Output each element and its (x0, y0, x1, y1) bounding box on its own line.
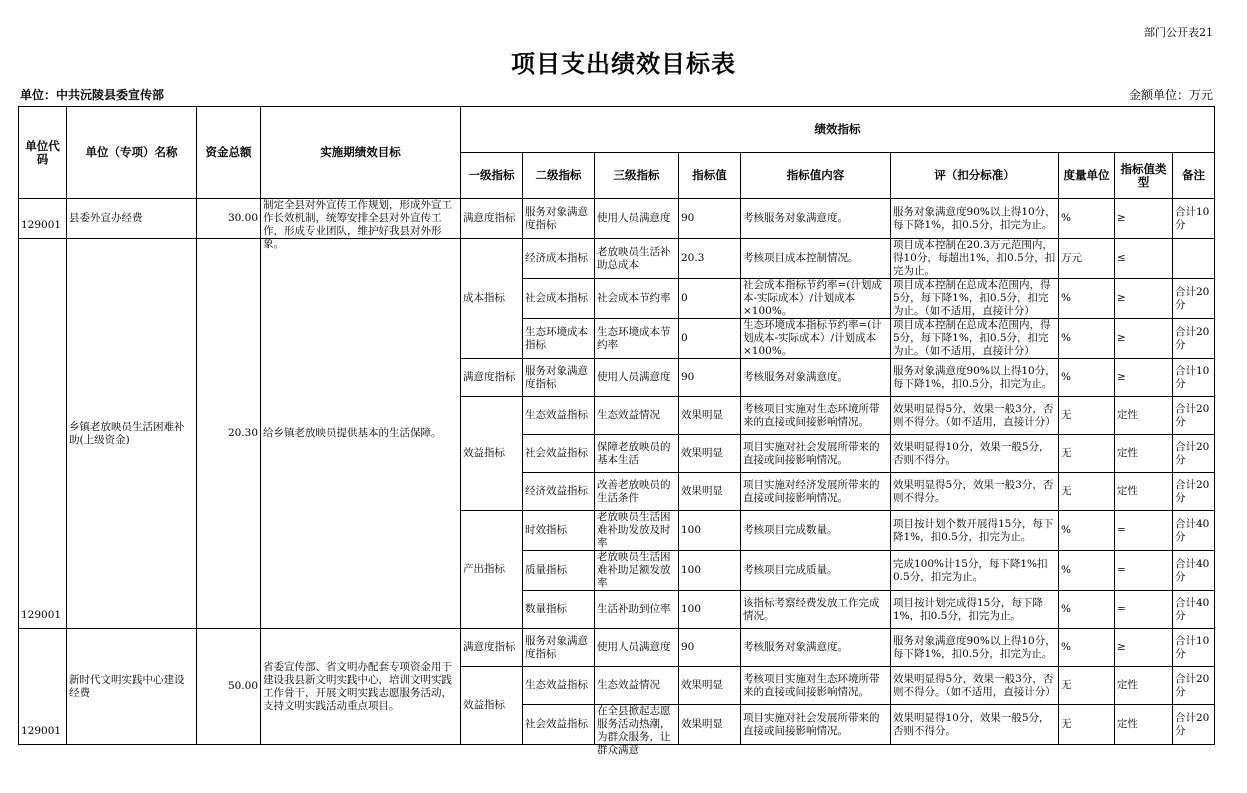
cell-value-type (1115, 591, 1173, 629)
cell-content (741, 473, 891, 511)
cell-level1-text: 满意度指标 (463, 641, 516, 653)
cell-period-goal (261, 199, 461, 250)
cell-content (741, 239, 891, 279)
cell-remark-text: 合计20分 (1175, 672, 1210, 698)
header-scoring: 评（扣分标准） (891, 153, 1059, 199)
cell-level2-text: 生态环境成本指标 (525, 325, 588, 351)
cell-level3-text: 社会成本节约率 (597, 292, 671, 304)
amount-unit-label: 金额单位：万元 (1128, 88, 1213, 102)
cell-value-type (1115, 705, 1173, 745)
cell-content (741, 551, 891, 591)
cell-remark (1173, 629, 1215, 667)
performance-table (18, 106, 1215, 756)
cell-unit (1059, 239, 1115, 279)
cell-scoring-text: 项目成本控制在总成本范围内，得5分，每下降1%，扣0.5分，扣完为止。（如不适用，直接计分） (893, 279, 1051, 317)
cell-scoring (891, 199, 1059, 239)
cell-value-text: 100 (681, 564, 702, 576)
cell-level1 (461, 239, 523, 359)
cell-level1 (461, 359, 523, 397)
cell-value-type-text: ≥ (1117, 332, 1126, 344)
cell-fund-total-text: 30.00 (227, 212, 258, 224)
cell-level3 (595, 279, 679, 319)
cell-level3-text: 老放映员生活困难补助发放及时率 (597, 511, 671, 549)
cell-unit (1059, 511, 1115, 551)
cell-value-type-text: ≤ (1117, 252, 1126, 264)
cell-value-type (1115, 435, 1173, 473)
cell-unit (1059, 591, 1115, 629)
cell-unit (1059, 705, 1115, 745)
cell-level3-text: 生态环境成本节约率 (597, 325, 671, 351)
cell-unit (1059, 199, 1115, 239)
cell-content-text: 项目实施对经济发展所带来的直接或间接影响情况。 (743, 478, 880, 504)
header-fund-total: 资金总额 (197, 107, 261, 199)
cell-remark (1173, 705, 1215, 745)
organization-label: 单位：中共沅陵县委宣传部 (20, 88, 165, 102)
cell-level2 (523, 629, 595, 667)
cell-level3 (595, 551, 679, 591)
header-content: 指标值内容 (741, 153, 891, 199)
cell-level2-text: 生态效益指标 (525, 409, 588, 421)
header-value: 指标值 (679, 153, 741, 199)
cell-unit-name-text: 县委外宣办经费 (69, 212, 143, 224)
cell-level1 (461, 629, 523, 667)
cell-level3 (595, 591, 679, 629)
cell-content-text: 考核项目完成质量。 (743, 564, 838, 576)
cell-content-text: 考核服务对象满意度。 (743, 212, 848, 224)
header-level2: 二级指标 (523, 153, 595, 199)
cell-level2 (523, 667, 595, 705)
cell-unit-text: % (1061, 603, 1071, 615)
cell-scoring-text: 服务对象满意度90%以上得10分，每下降1%，扣0.5分，扣完为止。 (893, 364, 1056, 390)
cell-value-type-text: ≥ (1117, 212, 1126, 224)
cell-level2 (523, 319, 595, 359)
cell-unit-code (19, 629, 67, 745)
cell-unit-name-text: 新时代文明实践中心建设经费 (69, 673, 185, 699)
cell-level3-text: 改善老放映员的生活条件 (597, 478, 671, 504)
cell-value-text: 效果明显 (681, 718, 723, 730)
cell-fund-total-text: 20.30 (227, 427, 258, 439)
cell-scoring-text: 项目成本控制在20.3万元范围内，得10分，每超出1%，扣0.5分，扣完为止。 (893, 239, 1056, 277)
cell-fund-total-text: 50.00 (227, 680, 258, 692)
cell-value-type (1115, 667, 1173, 705)
cell-value-type-text: = (1117, 524, 1126, 536)
cell-scoring (891, 435, 1059, 473)
cell-value-text: 效果明显 (681, 447, 723, 459)
cell-remark (1173, 319, 1215, 359)
cell-value-text: 效果明显 (681, 485, 723, 497)
cell-value-text: 0 (681, 332, 688, 344)
cell-value-type (1115, 551, 1173, 591)
cell-remark-text: 合计20分 (1175, 325, 1210, 351)
cell-level2-text: 经济效益指标 (525, 485, 588, 497)
cell-level3 (595, 705, 679, 756)
cell-scoring-text: 效果明显得10分，效果一般5分，否则不得分。 (893, 440, 1050, 466)
cell-level2 (523, 239, 595, 279)
cell-level3 (595, 511, 679, 551)
cell-level3-text: 使用人员满意度 (597, 641, 671, 653)
cell-value-type-text: = (1117, 603, 1126, 615)
cell-level1 (461, 511, 523, 629)
cell-content-text: 考核服务对象满意度。 (743, 641, 848, 653)
cell-value-type (1115, 473, 1173, 511)
cell-period-goal (261, 629, 461, 745)
cell-value (679, 667, 741, 705)
cell-value (679, 705, 741, 745)
cell-value-text: 100 (681, 524, 702, 536)
cell-value (679, 359, 741, 397)
cell-unit (1059, 473, 1115, 511)
header-perf-indicators: 绩效指标 (461, 107, 1215, 153)
cell-value-type-text: 定性 (1117, 485, 1138, 497)
cell-level3 (595, 199, 679, 239)
cell-level3-text: 使用人员满意度 (597, 212, 671, 224)
cell-value-type (1115, 199, 1173, 239)
cell-value-type-text: 定性 (1117, 447, 1138, 459)
cell-unit-code-text: 129001 (21, 609, 62, 621)
cell-value-type (1115, 511, 1173, 551)
cell-unit (1059, 629, 1115, 667)
cell-level3-text: 在全县掀起志愿服务活动热潮，为群众服务，让群众满意 (597, 705, 671, 756)
cell-remark (1173, 359, 1215, 397)
cell-level3-text: 生活补助到位率 (597, 603, 671, 615)
cell-level1-text: 效益指标 (463, 699, 505, 711)
cell-content-text: 该指标考察经费发放工作完成情况。 (743, 596, 880, 622)
cell-remark (1173, 279, 1215, 319)
cell-level2 (523, 359, 595, 397)
cell-level2-text: 服务对象满意度指标 (525, 364, 588, 390)
cell-content (741, 511, 891, 551)
cell-value (679, 435, 741, 473)
cell-value (679, 239, 741, 279)
cell-level3 (595, 397, 679, 435)
cell-level3 (595, 629, 679, 667)
cell-unit-text: % (1061, 641, 1071, 653)
cell-fund-total (197, 239, 261, 629)
cell-scoring-text: 效果明显得5分，效果一般3分，否则不得分。 (893, 478, 1054, 504)
cell-period-goal (261, 239, 461, 629)
cell-value-type (1115, 319, 1173, 359)
cell-scoring-text: 效果明显得5分，效果一般3分，否则不得分。（如不适用，直接计分） (893, 672, 1056, 698)
cell-remark (1173, 397, 1215, 435)
cell-value-type (1115, 397, 1173, 435)
cell-remark (1173, 667, 1215, 705)
cell-scoring-text: 项目成本控制在总成本范围内，得5分，每下降1%，扣0.5分，扣完为止。（如不适用，直接计分） (893, 319, 1051, 357)
cell-scoring (891, 319, 1059, 359)
cell-value-text: 效果明显 (681, 679, 723, 691)
cell-unit (1059, 667, 1115, 705)
cell-fund-total (197, 629, 261, 745)
table-number-label: 部门公开表21 (1144, 26, 1213, 39)
cell-level2-text: 生态效益指标 (525, 679, 588, 691)
cell-unit (1059, 279, 1115, 319)
cell-value (679, 629, 741, 667)
cell-level2-text: 服务对象满意度指标 (525, 634, 588, 660)
cell-remark-text: 合计20分 (1175, 440, 1210, 466)
cell-level3 (595, 359, 679, 397)
cell-unit (1059, 435, 1115, 473)
cell-scoring-text: 服务对象满意度90%以上得10分，每下降1%，扣0.5分，扣完为止。 (893, 205, 1056, 231)
cell-value-type-text: ≥ (1117, 371, 1126, 383)
cell-remark-text: 合计10分 (1175, 634, 1210, 660)
cell-value (679, 551, 741, 591)
cell-remark-text: 合计10分 (1175, 364, 1210, 390)
cell-unit-text: % (1061, 292, 1071, 304)
cell-level3-text: 保障老放映员的基本生活 (597, 440, 671, 466)
cell-value (679, 199, 741, 239)
cell-value-text: 90 (681, 641, 695, 653)
header-period-goal: 实施期绩效目标 (261, 107, 461, 199)
cell-level2-text: 经济成本指标 (525, 252, 588, 264)
header-level1: 一级指标 (461, 153, 523, 199)
cell-content (741, 319, 891, 359)
cell-value (679, 591, 741, 629)
cell-value (679, 473, 741, 511)
cell-level3-text: 老放映员生活补助总成本 (597, 245, 671, 271)
cell-unit-text: % (1061, 564, 1071, 576)
cell-value (679, 397, 741, 435)
cell-remark-text: 合计40分 (1175, 596, 1210, 622)
cell-level2 (523, 199, 595, 239)
cell-value (679, 319, 741, 359)
cell-scoring (891, 511, 1059, 551)
table-row (19, 239, 1215, 279)
cell-level1-text: 满意度指标 (463, 371, 516, 383)
cell-unit-name (67, 629, 197, 745)
cell-content (741, 435, 891, 473)
cell-level2 (523, 397, 595, 435)
cell-content-text: 项目实施对社会发展所带来的直接或间接影响情况。 (743, 440, 880, 466)
cell-remark (1173, 511, 1215, 551)
cell-level2-text: 数量指标 (525, 603, 567, 615)
cell-remark (1173, 435, 1215, 473)
cell-remark-text: 合计20分 (1175, 711, 1210, 737)
cell-value-type (1115, 359, 1173, 397)
cell-unit (1059, 397, 1115, 435)
cell-unit-text: 无 (1061, 447, 1072, 459)
cell-level2 (523, 705, 595, 745)
cell-remark-text: 合计10分 (1175, 205, 1210, 231)
cell-period-goal-text: 省委宣传部、省文明办配套专项资金用于建设我县新文明实践中心，培训文明实践工作骨干，开展文明实践志愿服务活动，支持文明实践活动重点项目。 (263, 660, 452, 712)
cell-value-text: 0 (681, 292, 688, 304)
cell-content (741, 199, 891, 239)
cell-level2 (523, 591, 595, 629)
cell-remark (1173, 551, 1215, 591)
page-title: 项目支出绩效目标表 (511, 49, 736, 78)
cell-value-type-text: 定性 (1117, 409, 1138, 421)
cell-content-text: 项目实施对社会发展所带来的直接或间接影响情况。 (743, 711, 880, 737)
cell-content-text: 考核服务对象满意度。 (743, 371, 848, 383)
cell-fund-total (197, 199, 261, 239)
cell-level1-text: 满意度指标 (463, 212, 516, 224)
header-unit-name: 单位（专项）名称 (67, 107, 197, 199)
cell-unit-text: 万元 (1061, 252, 1082, 264)
cell-level2-text: 社会效益指标 (525, 447, 588, 459)
cell-scoring (891, 591, 1059, 629)
cell-level1 (461, 397, 523, 511)
cell-unit-name (67, 239, 197, 629)
cell-scoring (891, 397, 1059, 435)
cell-unit-text: % (1061, 332, 1071, 344)
cell-unit-code-text: 129001 (21, 725, 62, 737)
cell-content-text: 考核项目成本控制情况。 (743, 252, 859, 264)
cell-level1-text: 成本指标 (463, 292, 505, 304)
cell-level3-text: 生态效益情况 (597, 679, 660, 691)
cell-level3 (595, 473, 679, 511)
cell-content (741, 397, 891, 435)
cell-unit-text: 无 (1061, 718, 1072, 730)
cell-remark-text: 合计20分 (1175, 285, 1210, 311)
cell-content-text: 生态环境成本指标节约率=(计划成本-实际成本）/计划成本×100%。 (743, 319, 882, 357)
cell-level1-text: 效益指标 (463, 447, 505, 459)
cell-content (741, 359, 891, 397)
cell-level2 (523, 279, 595, 319)
cell-scoring-text: 效果明显得5分，效果一般3分，否则不得分。（如不适用，直接计分） (893, 402, 1056, 428)
cell-level2-text: 质量指标 (525, 564, 567, 576)
cell-unit-text: % (1061, 524, 1071, 536)
cell-content (741, 705, 891, 745)
cell-unit (1059, 551, 1115, 591)
table-row (19, 199, 1215, 239)
cell-unit-text: % (1061, 371, 1071, 383)
cell-value-type-text: 定性 (1117, 679, 1138, 691)
cell-remark-text: 合计20分 (1175, 478, 1210, 504)
cell-scoring-text: 项目按计划个数开展得15分，每下降1%，扣0.5分，扣完为止。 (893, 517, 1054, 543)
cell-scoring (891, 667, 1059, 705)
cell-level1 (461, 199, 523, 239)
header-level3: 三级指标 (595, 153, 679, 199)
cell-content (741, 591, 891, 629)
cell-scoring-text: 服务对象满意度90%以上得10分，每下降1%，扣0.5分，扣完为止。 (893, 634, 1056, 660)
cell-value (679, 511, 741, 551)
cell-unit-name (67, 199, 197, 239)
cell-content-text: 考核项目实施对生态环境所带来的直接或间接影响情况。 (743, 672, 880, 698)
cell-remark (1173, 591, 1215, 629)
cell-value-type-text: = (1117, 564, 1126, 576)
table-row (19, 629, 1215, 667)
cell-unit-text: 无 (1061, 679, 1072, 691)
cell-level2 (523, 551, 595, 591)
cell-scoring-text: 效果明显得10分，效果一般5分，否则不得分。 (893, 711, 1050, 737)
cell-level3 (595, 319, 679, 359)
cell-level1-text: 产出指标 (463, 563, 505, 575)
cell-remark-text: 合计40分 (1175, 557, 1210, 583)
cell-content (741, 667, 891, 705)
cell-content-text: 社会成本指标节约率=(计划成本-实际成本）/计划成本×100%。 (743, 279, 882, 317)
cell-unit-name-text: 乡镇老放映员生活困难补助(上级资金) (69, 420, 185, 446)
cell-content (741, 629, 891, 667)
cell-value-text: 100 (681, 603, 702, 615)
cell-scoring (891, 629, 1059, 667)
cell-level2 (523, 435, 595, 473)
cell-value-type (1115, 279, 1173, 319)
cell-unit-code-text: 129001 (21, 219, 62, 231)
cell-remark-text: 合计40分 (1175, 517, 1210, 543)
cell-level1 (461, 667, 523, 745)
cell-value-text: 90 (681, 212, 695, 224)
cell-value-text: 效果明显 (681, 409, 723, 421)
cell-level2 (523, 473, 595, 511)
cell-value-type-text: ≥ (1117, 641, 1126, 653)
cell-level3-text: 生态效益情况 (597, 409, 660, 421)
cell-period-goal-text: 制定全县对外宣传工作规划，形成外宣工作长效机制，统筹安排全县对外宣传工作，形成专业团队，维护好我县对外形象。 (263, 199, 452, 250)
cell-level3-text: 使用人员满意度 (597, 371, 671, 383)
cell-level2-text: 社会成本指标 (525, 292, 588, 304)
cell-scoring (891, 551, 1059, 591)
cell-level2 (523, 511, 595, 551)
cell-scoring (891, 705, 1059, 745)
cell-unit-text: % (1061, 212, 1071, 224)
cell-period-goal-text: 给乡镇老放映员提供基本的生活保障。 (263, 427, 442, 439)
cell-unit-text: 无 (1061, 485, 1072, 497)
cell-scoring (891, 473, 1059, 511)
cell-content (741, 279, 891, 319)
cell-level3 (595, 239, 679, 279)
cell-value (679, 279, 741, 319)
cell-value-type (1115, 629, 1173, 667)
cell-level2-text: 时效指标 (525, 524, 567, 536)
cell-level3 (595, 667, 679, 705)
cell-remark (1173, 473, 1215, 511)
cell-scoring (891, 239, 1059, 279)
cell-scoring (891, 359, 1059, 397)
cell-value-text: 90 (681, 371, 695, 383)
header-unit: 度量单位 (1059, 153, 1115, 199)
cell-remark-text: 合计20分 (1175, 402, 1210, 428)
cell-level2-text: 服务对象满意度指标 (525, 205, 588, 231)
cell-value-type (1115, 239, 1173, 279)
header-unit-code: 单位代码 (19, 107, 67, 199)
cell-value-type-text: 定性 (1117, 718, 1138, 730)
cell-unit (1059, 359, 1115, 397)
cell-scoring-text: 项目按计划完成得15分，每下降1%，扣0.5分，扣完为止。 (893, 596, 1043, 622)
cell-unit-code (19, 199, 67, 239)
cell-remark (1173, 239, 1215, 279)
cell-level3-text: 老放映员生活困难补助足额发放率 (597, 551, 671, 589)
cell-unit (1059, 319, 1115, 359)
cell-remark (1173, 199, 1215, 239)
cell-unit-code (19, 239, 67, 629)
cell-level3 (595, 435, 679, 473)
header-remark: 备注 (1173, 153, 1215, 199)
cell-value-type-text: ≥ (1117, 292, 1126, 304)
cell-content-text: 考核项目实施对生态环境所带来的直接或间接影响情况。 (743, 402, 880, 428)
cell-content-text: 考核项目完成数量。 (743, 524, 838, 536)
cell-scoring-text: 完成100%计15分，每下降1%扣0.5分，扣完为止。 (893, 557, 1048, 583)
cell-level2-text: 社会效益指标 (525, 718, 588, 730)
header-value-type: 指标值类型 (1115, 153, 1173, 199)
cell-unit-text: 无 (1061, 409, 1072, 421)
cell-value-text: 20.3 (681, 252, 705, 264)
cell-scoring (891, 279, 1059, 319)
